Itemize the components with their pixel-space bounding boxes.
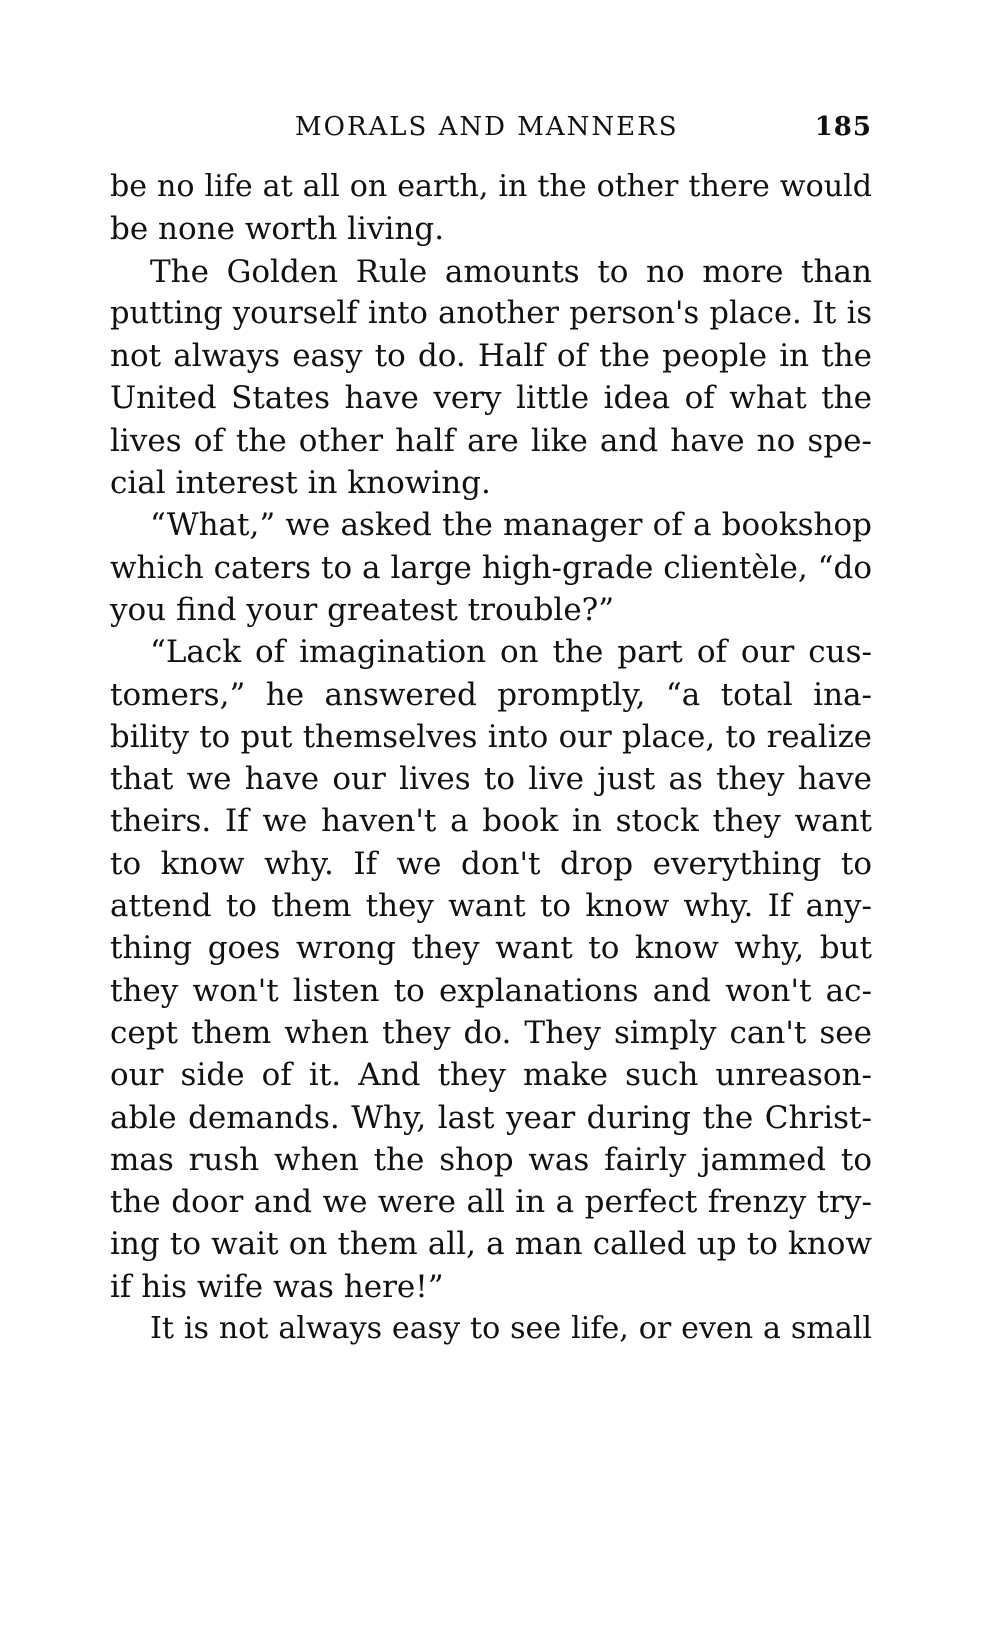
text-line: which caters to a large high-grade clientèle, “do [110,549,872,586]
text-line: not always easy to do. Half of the people in the [110,338,872,375]
text-line: “Lack of imagination on the part of our cus- [150,634,872,671]
text-line: lives of the other half are like and have no spe- [110,422,872,459]
text-line: “What,” we asked the manager of a bookshop [150,507,872,544]
text-line: United States have very little idea of what the [110,380,872,417]
text-line: be none worth living. [110,211,445,248]
text-line: be no life at all on earth, in the other there would [110,169,872,204]
text-line: The Golden Rule amounts to no more than [150,253,872,290]
page-number: 185 [814,112,872,142]
text-line: if his wife was here!” [110,1268,444,1305]
text-line: you find your greatest trouble?” [110,591,615,628]
text-line: putting yourself into another person's place. It is [110,295,872,331]
running-title: MORALS AND MANNERS [295,112,679,142]
text-line: tomers,” he answered promptly, “a total ina- [110,676,872,713]
text-line: It is not always easy to see life, or even a small [150,1311,872,1347]
text-line: ing to wait on them all, a man called up to know [110,1226,872,1263]
text-line: attend to them they want to know why. If any- [110,888,872,925]
text-line: they won't listen to explanations and won't ac- [110,972,872,1009]
text-line: cial interest in knowing. [110,465,491,502]
text-line: the door and we were all in a perfect frenzy try- [110,1184,872,1221]
text-line: thing goes wrong they want to know why, but [110,930,872,967]
text-line: cept them when they do. They simply can't see [110,1014,872,1051]
running-header [110,112,872,152]
text-line: able demands. Why, last year during the Christ- [110,1099,872,1136]
text-line: mas rush when the shop was fairly jammed to [110,1141,872,1178]
text-line: our side of it. And they make such unreason- [110,1057,872,1094]
text-line: bility to put themselves into our place, to realize [110,718,872,755]
body-text [110,166,872,1350]
text-line: theirs. If we haven't a book in stock they want [110,803,872,840]
text-line: to know why. If we don't drop everything to [110,845,872,882]
text-line: that we have our lives to live just as they have [110,761,872,798]
